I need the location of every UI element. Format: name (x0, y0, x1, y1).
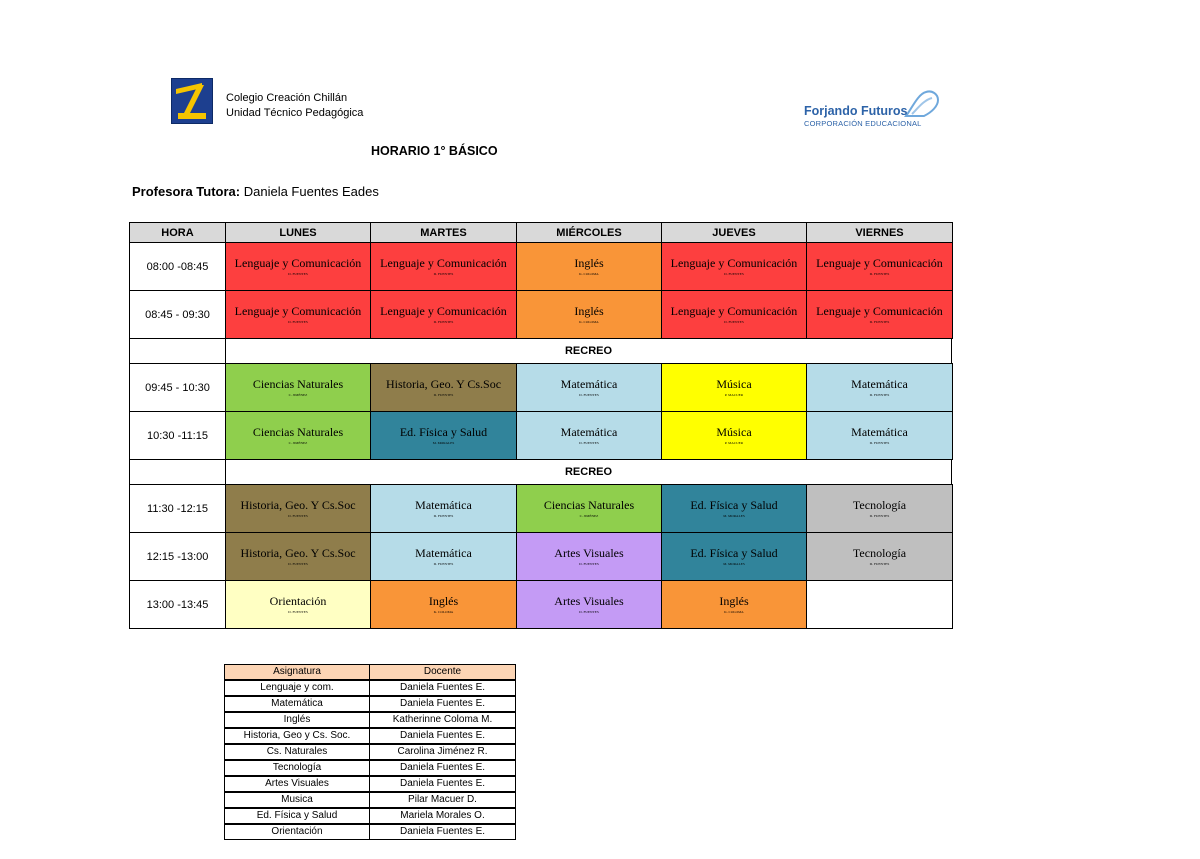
class-cell (370, 242, 517, 291)
subject-name: Historia, Geo. Y Cs.Soc (385, 377, 502, 391)
teacher-name: K. COLOMA (433, 610, 454, 614)
class-cell (806, 580, 953, 629)
teacher-name: D. FUENTES (433, 393, 454, 397)
class-cell (370, 363, 517, 412)
school-logo (171, 78, 213, 124)
legend-row (224, 776, 516, 792)
subject-name: Orientación (269, 594, 327, 608)
subject-name: Ed. Física y Salud (399, 425, 488, 439)
class-cell (516, 532, 662, 581)
teacher-name: D. FUENTES (433, 514, 454, 518)
legend-teacher: Daniela Fuentes E. (369, 760, 516, 776)
teacher-name: D. FUENTES (288, 562, 308, 566)
teacher-name: D. FUENTES (433, 320, 454, 324)
subject-name: Historia, Geo. Y Cs.Soc (240, 498, 356, 512)
teacher-name: P. MACUER (724, 441, 744, 445)
tutor-line (132, 184, 379, 199)
teacher-name: D. FUENTES (724, 320, 744, 324)
subject-name: Historia, Geo. Y Cs.Soc (240, 546, 356, 560)
teacher-name: D. FUENTES (724, 272, 744, 276)
class-cell (225, 532, 371, 581)
recess-row: RECREO (225, 338, 952, 364)
tutor-name: Daniela Fuentes Eades (243, 184, 379, 199)
subject-name: Inglés (428, 594, 459, 608)
subject-name: Música (716, 377, 752, 391)
teacher-name: D. FUENTES (288, 320, 308, 324)
class-cell (661, 290, 807, 339)
time-cell: 08:00 -08:45 (129, 242, 226, 291)
class-cell (225, 580, 371, 629)
legend-teacher: Docente (369, 664, 516, 680)
subject-name: Lenguaje y Comunicación (816, 304, 943, 318)
class-cell (806, 290, 953, 339)
teacher-name: D. FUENTES (288, 610, 308, 614)
teacher-name: C. JIMÉNEZ (288, 393, 308, 397)
subject-name: Matemática (560, 377, 618, 391)
header-4: JUEVES (661, 222, 807, 243)
class-cell (370, 411, 517, 460)
legend-teacher: Carolina Jiménez R. (369, 744, 516, 760)
time-cell: 11:30 -12:15 (129, 484, 226, 533)
header-3: MIÉRCOLES (516, 222, 662, 243)
legend-row (224, 712, 516, 728)
class-cell (225, 242, 371, 291)
legend-subject: Orientación (224, 824, 370, 840)
school-unit: Unidad Técnico Pedagógica (226, 107, 364, 119)
legend-teacher: Mariela Morales O. (369, 808, 516, 824)
teacher-name: K. COLOMA (579, 320, 599, 324)
tutor-label: Profesora Tutora: (132, 184, 241, 199)
legend-row (224, 744, 516, 760)
subject-name: Artes Visuales (554, 546, 624, 560)
class-cell (370, 290, 517, 339)
header-1: LUNES (225, 222, 371, 243)
class-cell (661, 532, 807, 581)
time-cell: 10:30 -11:15 (129, 411, 226, 460)
legend-row (224, 680, 516, 696)
class-cell (225, 484, 371, 533)
legend-row (224, 696, 516, 712)
teacher-name: K. COLOMA (579, 272, 599, 276)
legend-subject: Ed. Física y Salud (224, 808, 370, 824)
legend-teacher: Pilar Macuer D. (369, 792, 516, 808)
legend-row (224, 808, 516, 824)
subject-name: Inglés (719, 594, 749, 608)
header-5: VIERNES (806, 222, 953, 243)
page-title: HORARIO 1° BÁSICO (371, 144, 498, 158)
subject-name: Lenguaje y Comunicación (670, 304, 798, 318)
class-cell (516, 580, 662, 629)
corporation-logo (804, 86, 944, 132)
class-cell (225, 290, 371, 339)
time-cell: 08:45 - 09:30 (129, 290, 226, 339)
subject-name: Matemática (851, 377, 908, 391)
legend-subject: Historia, Geo y Cs. Soc. (224, 728, 370, 744)
legend-row (224, 760, 516, 776)
teacher-name: D. FUENTES (579, 441, 599, 445)
teacher-name: D. FUENTES (869, 514, 890, 518)
class-cell (661, 242, 807, 291)
subject-name: Tecnología (852, 498, 907, 512)
legend-teacher: Daniela Fuentes E. (369, 776, 516, 792)
class-cell (225, 411, 371, 460)
teacher-name: D. FUENTES (288, 272, 308, 276)
teacher-name: D. FUENTES (288, 514, 308, 518)
class-cell (806, 484, 953, 533)
time-cell: 13:00 -13:45 (129, 580, 226, 629)
legend-subject: Asignatura (224, 664, 370, 680)
legend-teacher: Katherinne Coloma M. (369, 712, 516, 728)
subject-name: Matemática (560, 425, 618, 439)
class-cell (516, 484, 662, 533)
class-cell (516, 363, 662, 412)
teacher-name: C. JIMÉNEZ (288, 441, 308, 445)
teacher-name: P. MACUER (724, 393, 744, 397)
teacher-name: D. FUENTES (433, 562, 454, 566)
recess-row: RECREO (225, 459, 952, 485)
class-cell (516, 242, 662, 291)
legend-header-row (224, 664, 516, 680)
subject-name: Lenguaje y Comunicación (234, 256, 362, 270)
subject-name: Lenguaje y Comunicación (670, 256, 798, 270)
subject-name: Matemática (851, 425, 908, 439)
schedule-table (129, 222, 952, 632)
subject-name: Lenguaje y Comunicación (380, 256, 507, 270)
class-cell (661, 580, 807, 629)
class-cell (370, 580, 517, 629)
time-cell: 12:15 -13:00 (129, 532, 226, 581)
subject-name: Lenguaje y Comunicación (234, 304, 362, 318)
legend-subject: Musica (224, 792, 370, 808)
teacher-name: D. FUENTES (579, 610, 599, 614)
teacher-name: D. FUENTES (869, 441, 890, 445)
class-cell (516, 411, 662, 460)
subject-name: Ciencias Naturales (252, 377, 344, 391)
subject-name: Lenguaje y Comunicación (816, 256, 943, 270)
class-cell (806, 242, 953, 291)
legend-subject: Lenguaje y com. (224, 680, 370, 696)
subject-teacher-table (224, 664, 516, 840)
teacher-name: D. FUENTES (579, 562, 599, 566)
subject-name: Tecnología (852, 546, 907, 560)
legend-row (224, 824, 516, 840)
subject-name: Música (716, 425, 752, 439)
teacher-name: D. FUENTES (433, 272, 454, 276)
class-cell (661, 363, 807, 412)
legend-row (224, 728, 516, 744)
legend-teacher: Daniela Fuentes E. (369, 680, 516, 696)
legend-row (224, 792, 516, 808)
header-0: HORA (129, 222, 226, 243)
legend-subject: Matemática (224, 696, 370, 712)
class-cell (661, 484, 807, 533)
teacher-name: D. FUENTES (869, 562, 890, 566)
teacher-name: M. MORALES (432, 441, 455, 445)
teacher-name: D. FUENTES (869, 320, 890, 324)
recess-time-cell (129, 338, 226, 364)
legend-teacher: Daniela Fuentes E. (369, 824, 516, 840)
teacher-name: D. FUENTES (869, 393, 890, 397)
class-cell (516, 290, 662, 339)
legend-subject: Artes Visuales (224, 776, 370, 792)
teacher-name: D. FUENTES (869, 272, 890, 276)
subject-name: Artes Visuales (554, 594, 624, 608)
class-cell (661, 411, 807, 460)
school-name: Colegio Creación Chillán (226, 92, 348, 104)
recess-time-cell (129, 459, 226, 485)
time-cell: 09:45 - 10:30 (129, 363, 226, 412)
subject-name: Ciencias Naturales (543, 498, 635, 512)
school-info (226, 91, 363, 121)
subject-name: Inglés (574, 256, 604, 270)
teacher-name: M. MORALES (723, 514, 745, 518)
teacher-name: M. MORALES (723, 562, 745, 566)
teacher-name: C. JIMÉNEZ (579, 514, 599, 518)
subject-name: Ed. Física y Salud (690, 546, 778, 560)
legend-subject: Inglés (224, 712, 370, 728)
legend-teacher: Daniela Fuentes E. (369, 696, 516, 712)
class-cell (370, 484, 517, 533)
subject-name: Lenguaje y Comunicación (380, 304, 507, 318)
legend-subject: Tecnología (224, 760, 370, 776)
header-2: MARTES (370, 222, 517, 243)
class-cell (806, 532, 953, 581)
class-cell (225, 363, 371, 412)
subject-name: Matemática (415, 498, 472, 512)
subject-name: Ciencias Naturales (252, 425, 344, 439)
legend-teacher: Daniela Fuentes E. (369, 728, 516, 744)
subject-name: Inglés (574, 304, 604, 318)
subject-name: Ed. Física y Salud (690, 498, 778, 512)
teacher-name: D. FUENTES (579, 393, 599, 397)
brand-name: Forjando Futuros (804, 104, 908, 118)
book-heart-icon (902, 86, 944, 120)
subject-name: Matemática (415, 546, 472, 560)
legend-subject: Cs. Naturales (224, 744, 370, 760)
class-cell (806, 363, 953, 412)
brand-subtitle: CORPORACIÓN EDUCACIONAL (804, 119, 922, 128)
teacher-name: K. COLOMA (724, 610, 744, 614)
class-cell (806, 411, 953, 460)
class-cell (370, 532, 517, 581)
